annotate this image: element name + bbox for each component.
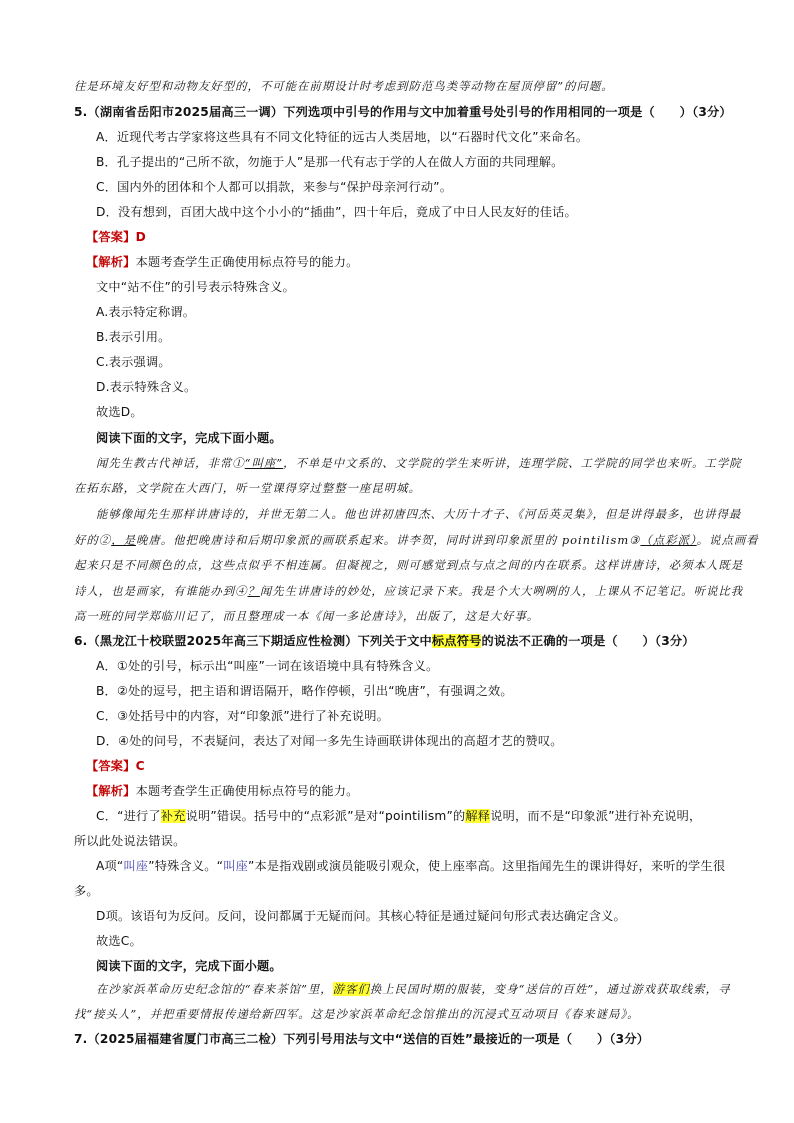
q6-option-c: C．③处括号中的内容，对“印象派”进行了补充说明。 xyxy=(96,709,390,723)
q5-answer xyxy=(86,228,146,245)
passage-line: 在拓东路，文学院在大西门，听一堂课得穿过整整一座昆明城。 xyxy=(74,481,421,495)
analysis-text: 说明，而不是“印象派”进行补充说明， xyxy=(490,809,702,823)
passage-line: 高一班的同学郑临川记了，而且整理成一本《闻一多论唐诗》，出版了，这是大好事。 xyxy=(74,609,540,623)
passage-line: 起来只是不同颜色的点，这些点似乎不相连属。但凝视之，则可感觉到点与点之间的内在联系。这样讲唐诗，必须本人既是 xyxy=(74,558,744,572)
stem-text: 的说法不正确的一项是（ ）（3分） xyxy=(481,634,695,648)
passage-line xyxy=(74,583,743,599)
marked-text-2: ，是 xyxy=(111,533,136,547)
q6-analysis-d: D项。该语句为反问。反问，设问都属于无疑而问。其核心特征是通过疑问句形式表达确定含义。 xyxy=(96,909,626,923)
highlighted-text: 游客们 xyxy=(332,982,370,996)
passage-line: 找“接头人”，并把重要情报传递给新四军。这是沙家浜革命纪念馆推出的沉浸式互动项目《春来谜局》。 xyxy=(74,1007,640,1021)
quoted-term: 叫座 xyxy=(123,859,149,873)
passage-text: 。说点画看 xyxy=(696,533,759,547)
stem-text: 6.（黑龙江十校联盟2025年高三下期适应性检测）下列关于文中 xyxy=(74,634,432,648)
analysis-text: A项“ xyxy=(96,859,124,873)
q6-conclusion: 故选C。 xyxy=(96,934,142,948)
passage-line xyxy=(96,981,730,997)
q5-option-b: B．孔子提出的“己所不欲，勿施于人”是那一代有志于学的人在做人方面的共同理解。 xyxy=(96,155,564,169)
passage-line xyxy=(74,532,759,548)
passage-text: 闻先生讲唐诗的妙处，应该记录下来。我是个大大咧咧的人，上课从不记笔记。听说比我 xyxy=(259,584,744,598)
question-5-stem: 5.（湖南省岳阳市2025届高三一调）下列选项中引号的作用与文中加着重号处引号的作用相同的一项是（ ）（3分） xyxy=(74,105,732,119)
highlighted-text: 标点符号 xyxy=(431,634,482,648)
passage-text: 闻先生教古代神话，非常① xyxy=(96,456,245,470)
q5-option-c: C．国内外的团体和个人都可以捐款，来参与“保护母亲河行动”。 xyxy=(96,180,453,194)
analysis-text: 说明”错误。括号中的“点彩派”是对“pointilism”的 xyxy=(185,809,466,823)
q6-option-b: B．②处的逗号，把主语和谓语隔开，略作停顿，引出“晚唐”，有强调之效。 xyxy=(96,684,513,698)
passage-text: ，不单是中文系的、文学院的学生来听讲，连理学院、工学院的同学也来听。工学院 xyxy=(283,456,742,470)
q5-analysis-line: A.表示特定称谓。 xyxy=(96,305,196,319)
analysis-text: ”本是指戏剧或演员能吸引观众，使上座率高。这里指闻先生的课讲得好，来听的学生很 xyxy=(247,859,726,873)
marked-text-1: “叫座” xyxy=(244,456,284,470)
analysis-label: 【解析】 xyxy=(86,255,136,269)
q6-analysis-a xyxy=(96,857,725,874)
q6-analysis-c xyxy=(96,807,701,824)
highlighted-text: 补充 xyxy=(160,809,186,823)
q5-analysis-line: C.表示强调。 xyxy=(96,355,171,369)
q6-answer xyxy=(86,757,145,774)
q6-analysis-a-cont: 多。 xyxy=(74,884,99,898)
carryover-line: 往是环境友好型和动物友好型的，不可能在前期设计时考虑到防范鸟类等动物在屋顶停留”的问题。 xyxy=(74,79,614,93)
answer-value: C xyxy=(135,759,145,773)
highlighted-text: 解释 xyxy=(465,809,491,823)
q6-option-d: D．④处的问号，不表疑问，表达了对闻一多先生诗画联讲体现出的高超才艺的赞叹。 xyxy=(96,734,563,748)
marked-text-3: （点彩派） xyxy=(640,533,697,547)
q6-analysis xyxy=(86,782,359,799)
passage-text: 在沙家浜革命历史纪念馆的“春来茶馆”里， xyxy=(96,982,333,996)
q5-analysis-line: B.表示引用。 xyxy=(96,330,171,344)
q5-analysis-line: D.表示特殊含义。 xyxy=(96,380,197,394)
q5-option-d: D．没有想到，百团大战中这个小小的“插曲”，四十年后，竟成了中日人民友好的佳话。 xyxy=(96,205,577,219)
passage-line xyxy=(96,455,742,471)
q5-analysis-line: 文中“站不住”的引号表示特殊含义。 xyxy=(96,280,295,294)
reading-instruction: 阅读下面的文字，完成下面小题。 xyxy=(96,959,282,973)
analysis-text: 本题考查学生正确使用标点符号的能力。 xyxy=(135,255,359,269)
q5-analysis xyxy=(86,253,359,270)
q5-conclusion: 故选D。 xyxy=(96,405,143,419)
analysis-label: 【解析】 xyxy=(86,784,136,798)
answer-label: 【答案】 xyxy=(86,759,136,773)
passage-text: 诗人，也是画家，有谁能办到④ xyxy=(74,584,248,598)
question-7-stem: 7.（2025届福建省厦门市高三二检）下列引号用法与文中“送信的百姓”最接近的一项是（ ）（3分） xyxy=(74,1032,650,1046)
q6-option-a: A．①处的引号，标示出“叫座”一词在该语境中具有特殊含义。 xyxy=(96,659,439,673)
answer-label: 【答案】 xyxy=(86,230,136,244)
passage-text: 换上民国时期的服装，变身“送信的百姓”，通过游戏获取线索，寻 xyxy=(369,982,731,996)
passage-line: 能够像闻先生那样讲唐诗的，并世无第二人。他也讲初唐四杰、大历十才子、《河岳英灵集》，但是讲得最多，也讲得最 xyxy=(96,507,742,521)
q6-analysis-c-cont: 所以此处说法错误。 xyxy=(74,834,186,848)
analysis-text: C．“进行了 xyxy=(96,809,161,823)
marked-text-4: ？ xyxy=(247,584,260,598)
q5-option-a: A．近现代考古学家将这些具有不同文化特征的远古人类居地，以“石器时代文化”来命名。 xyxy=(96,130,589,144)
analysis-text: 本题考查学生正确使用标点符号的能力。 xyxy=(135,784,359,798)
answer-value: D xyxy=(135,230,146,244)
reading-instruction: 阅读下面的文字，完成下面小题。 xyxy=(96,431,282,445)
passage-text: 晚唐。他把晚唐诗和后期印象派的画联系起来。讲李贺，同时讲到印象派里的 pointilism③ xyxy=(135,533,641,547)
analysis-text: ”特殊含义。“ xyxy=(148,859,224,873)
quoted-term: 叫座 xyxy=(223,859,248,873)
passage-text: 好的② xyxy=(74,533,112,547)
question-6-stem xyxy=(74,632,695,649)
